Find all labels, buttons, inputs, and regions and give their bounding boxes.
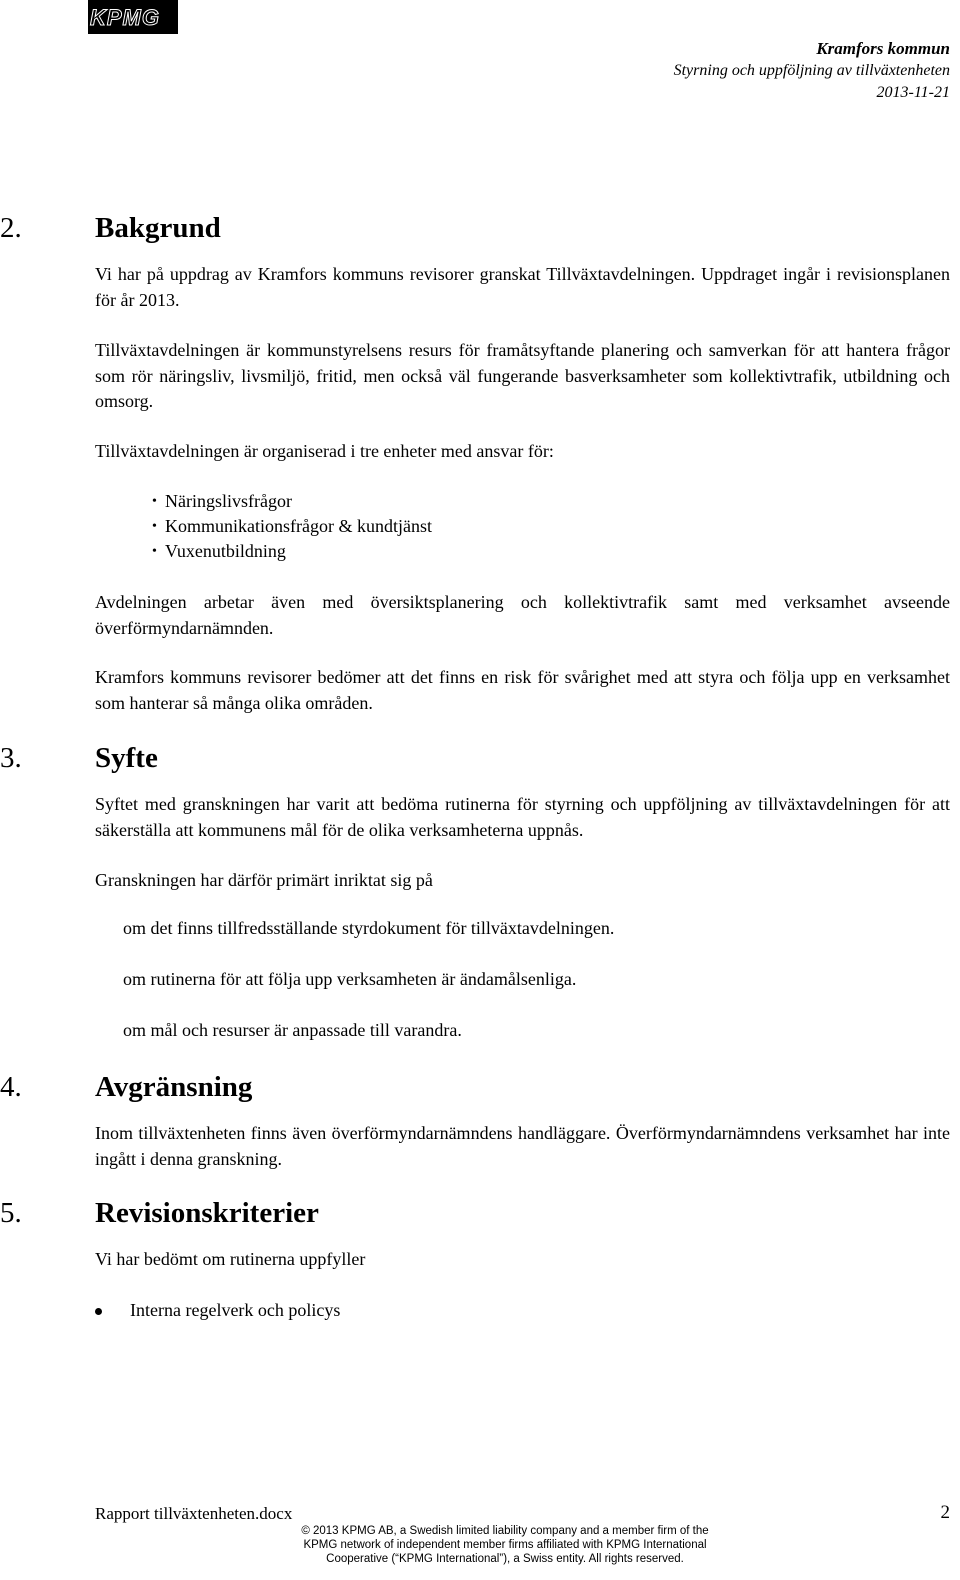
list-item: • Näringslivsfrågor [152,489,432,514]
bullet-icon [95,1308,102,1315]
list-item: • Kommunikationsfrågor & kundtjänst [152,514,432,539]
bakgrund-paragraph-5: Kramfors kommuns revisorer bedömer att det finns en risk för svårighet med att styra och följa upp en verksamhet som hanterar så många olika områden. [95,667,950,713]
bakgrund-paragraph-1: Vi har på uppdrag av Kramfors kommuns revisorer granskat Tillväxtavdelningen. Uppdraget ingår i revisionsplanen för år 2013. [95,264,950,310]
page-number: 2 [940,1502,950,1523]
bakgrund-paragraph-4: Avdelningen arbetar även med översiktsplanering och kollektivtrafik samt med verksamhet avseende överförmyndarnämnden. [95,592,950,638]
syfte-item-1: om det finns tillfredsställande styrdokument för tillväxtavdelningen. [123,918,615,938]
header-org: Kramfors kommun [816,39,950,58]
header-subtitle: Styrning och uppföljning av tillväxtenheten [673,62,950,79]
footer-filename: Rapport tillväxtenheten.docx [95,1504,293,1523]
bakgrund-paragraph-3: Tillväxtavdelningen är organiserad i tre enheter med ansvar för: [95,441,554,461]
syfte-paragraph-2: Granskningen har därför primärt inriktat sig på [95,870,433,890]
avgransning-paragraph-1: Inom tillväxtenheten finns även överförmyndarnämndens handläggare. Överförmyndarnämndens verksamhet har inte ingått i denna granskning. [95,1123,950,1169]
header-date: 2013-11-21 [876,84,950,101]
syfte-item-3: om mål och resurser är anpassade till varandra. [123,1020,462,1040]
bakgrund-paragraph-2: Tillväxtavdelningen är kommunstyrelsens resurs för framåtsyftande planering och samverkan för att hantera frågor som rör näringsliv, livsmiljö, fritid, men också väl fungerande basverksamheter som kollektivtrafik, utbildning och omsorg. [95,340,950,411]
syfte-paragraph-1: Syftet med granskningen har varit att bedöma rutinerna för styrning och uppföljning av tillväxtavdelningen för att säkerställa att kommunens mål för de olika verksamheterna uppnås. [95,794,950,840]
revisionskriterier-paragraph-1: Vi har bedömt om rutinerna uppfyller [95,1249,366,1269]
kpmg-logo: KPMG [88,0,178,34]
unit-list [152,489,432,564]
copyright-notice: © 2013 KPMG AB, a Swedish limited liability company and a member firm of the KPMG network of independent member firms affiliated with KPMG International Cooperative (“KPMG International”), a Swiss entity. All rights reserved. [301,1525,709,1565]
syfte-item-2: om rutinerna för att följa upp verksamheten är ändamålsenliga. [123,969,577,989]
list-item: • Vuxenutbildning [152,539,432,564]
